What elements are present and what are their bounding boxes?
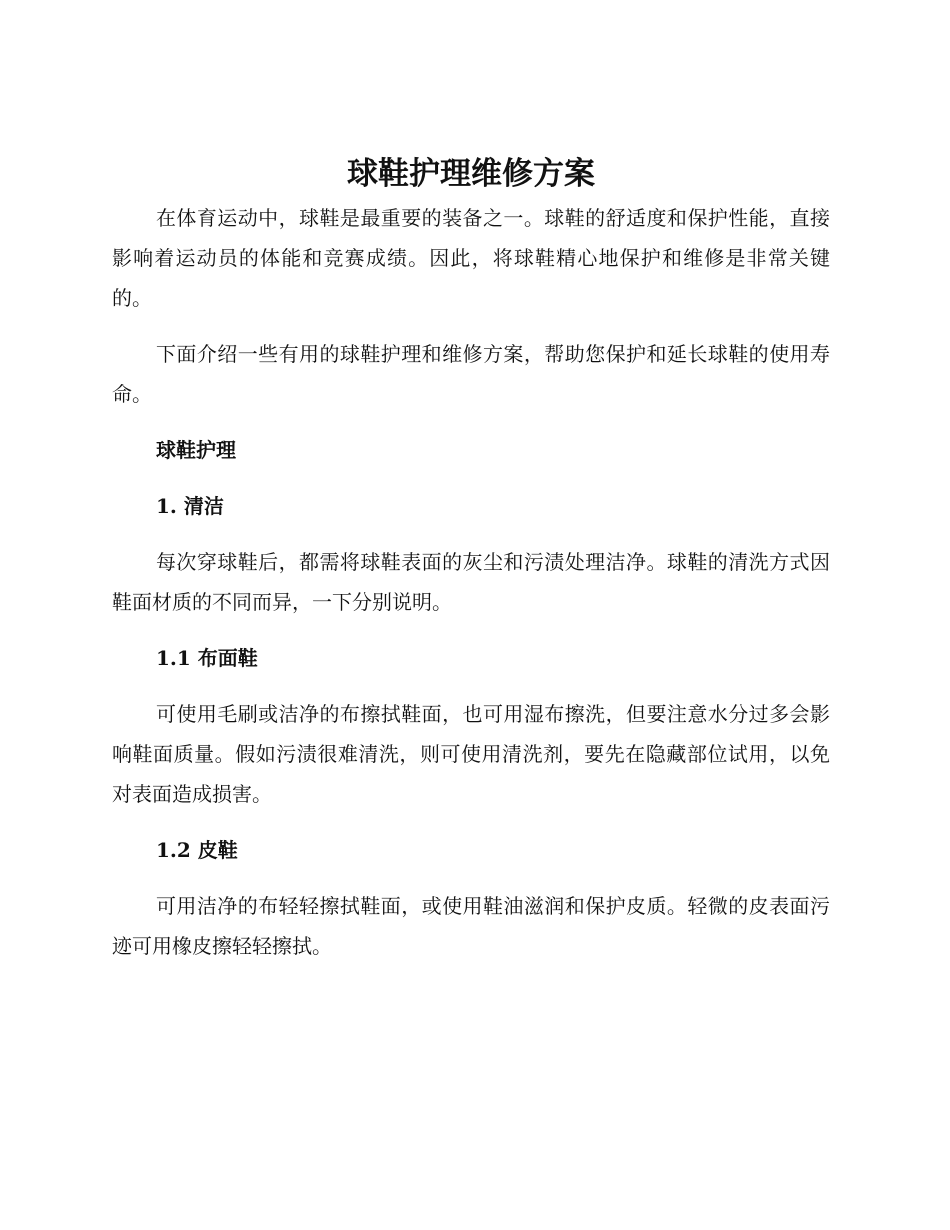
intro-paragraph-2: 下面介绍一些有用的球鞋护理和维修方案，帮助您保护和延长球鞋的使用寿命。 [112, 342, 830, 406]
section-heading-care: 球鞋护理 [156, 438, 236, 462]
paragraph-gap [112, 814, 830, 830]
document-body [112, 150, 830, 966]
cleaning-paragraph: 每次穿球鞋后，都需将球鞋表面的灰尘和污渍处理洁净。球鞋的清洗方式因鞋面材质的不同而异，一下分别说明。 [112, 550, 830, 614]
paragraph-gap [112, 318, 830, 334]
subheading-cloth-shoes: 1.1 布面鞋 [156, 646, 258, 670]
paragraph-gap [112, 678, 830, 694]
paragraph-gap [112, 526, 830, 542]
intro-paragraph-1: 在体育运动中，球鞋是最重要的装备之一。球鞋的舒适度和保护性能，直接影响着运动员的体能和竞赛成绩。因此，将球鞋精心地保护和维修是非常关键的。 [112, 206, 830, 310]
leather-shoes-paragraph: 可用洁净的布轻轻擦拭鞋面，或使用鞋油滋润和保护皮质。轻微的皮表面污迹可用橡皮擦轻轻擦拭。 [112, 894, 830, 958]
subheading-cleaning: 1. 清洁 [156, 494, 224, 518]
paragraph-gap [112, 870, 830, 886]
subheading-leather-shoes: 1.2 皮鞋 [156, 838, 238, 862]
cloth-shoes-paragraph: 可使用毛刷或洁净的布擦拭鞋面，也可用湿布擦洗，但要注意水分过多会影响鞋面质量。假如污渍很难清洗，则可使用清洗剂，要先在隐藏部位试用，以免对表面造成损害。 [112, 702, 830, 806]
paragraph-gap [112, 622, 830, 638]
paragraph-gap [112, 414, 830, 430]
document-title: 球鞋护理维修方案 [347, 156, 595, 192]
paragraph-gap [112, 470, 830, 486]
